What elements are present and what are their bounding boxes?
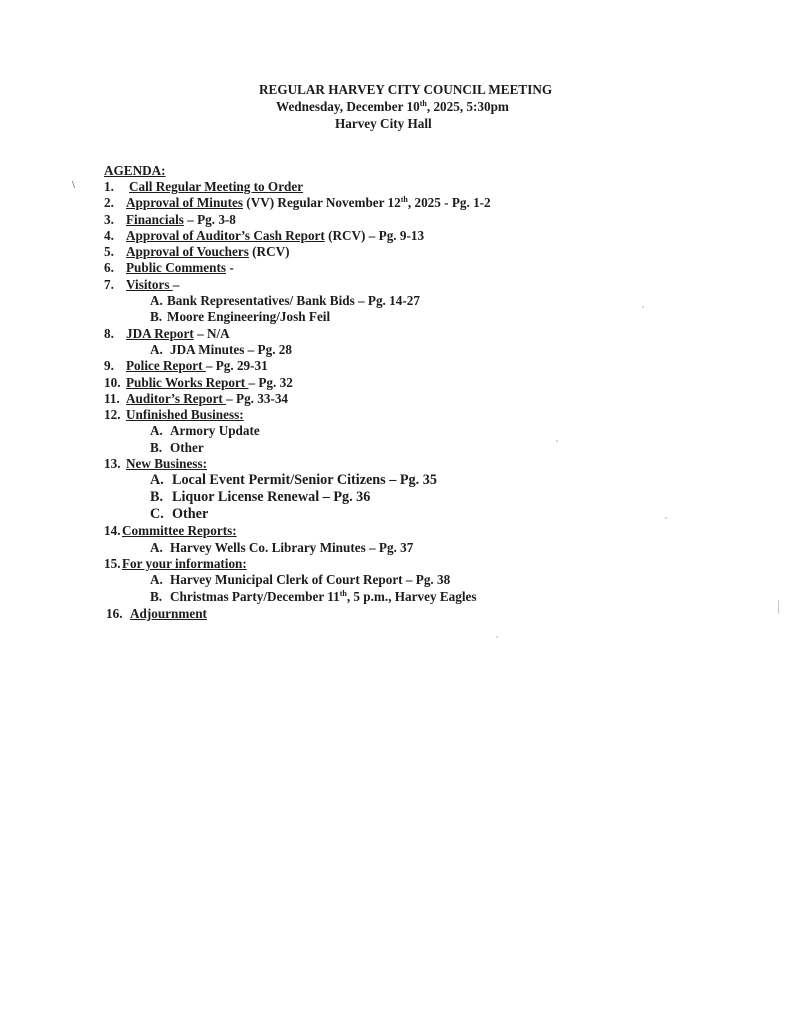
scan-speck (496, 636, 498, 638)
date-superscript: th (419, 99, 427, 108)
agenda-item-5 (104, 244, 290, 260)
agenda-item-8 (104, 325, 230, 342)
subitem-text: Moore Engineering/Josh Feil (167, 309, 331, 325)
scan-speck (642, 306, 644, 308)
agenda-item-13 (104, 456, 207, 472)
agenda-item-12 (104, 407, 244, 423)
item-number: 8. (104, 325, 114, 341)
item-label: Visitors (126, 276, 173, 292)
item-detail: (VV) Regular November 12 (243, 195, 401, 211)
item-detail: – Pg. 3-8 (183, 211, 236, 227)
subitem-text (170, 589, 476, 605)
agenda-item-15 (104, 555, 247, 572)
agenda-subitem-7b (104, 309, 331, 325)
item-label: Approval of Vouchers (126, 244, 249, 260)
agenda-subitem-8a (104, 341, 292, 358)
subitem-letter: B. (150, 489, 164, 506)
item-number: 9. (104, 358, 114, 374)
subitem-text: Bank Representatives/ Bank Bids – Pg. 14-27 (167, 293, 420, 309)
agenda-subitem-14a (104, 539, 414, 556)
item-label: New Business: (126, 456, 207, 472)
item-label: Public Comments (126, 260, 227, 276)
agenda-subitem-13c (104, 506, 209, 523)
agenda-subitem-13a (104, 472, 437, 489)
item-label: Auditor’s Report (126, 390, 227, 406)
subitem-letter: A. (150, 423, 163, 439)
item-number: 4. (104, 227, 114, 243)
item-label: Police Report (126, 358, 206, 374)
agenda-item-3 (104, 211, 236, 228)
margin-mark: \ (72, 179, 76, 191)
subitem-letter: A. (150, 539, 163, 555)
agenda-subitem-13b (104, 489, 371, 506)
meeting-location: Harvey City Hall (335, 116, 432, 131)
item-label: For your information: (122, 555, 247, 571)
agenda-item-6 (104, 260, 234, 276)
subitem-letter: C. (150, 506, 164, 523)
item-detail: (RCV) (248, 244, 290, 260)
item-number: 7. (104, 276, 114, 292)
item-label: Approval of Auditor’s Cash Report (126, 227, 325, 243)
agenda-item-1 (104, 179, 304, 195)
item-label: Approval of Minutes (126, 195, 243, 211)
item-number: 14. (104, 523, 121, 539)
item-label: Committee Reports: (122, 523, 237, 539)
item-detail: - (226, 260, 234, 276)
agenda-subitem-12a (104, 423, 260, 439)
agenda-item-16 (104, 605, 207, 622)
agenda-item-7 (104, 276, 180, 293)
agenda-heading: AGENDA: (104, 163, 166, 178)
item-detail: – Pg. 32 (248, 374, 293, 390)
subitem-text: Other (170, 439, 204, 455)
subitem-letter: A. (150, 293, 163, 309)
scan-speck (665, 517, 667, 519)
subitem-letter: A. (150, 572, 163, 588)
subitem-text: Other (172, 506, 209, 523)
date-text: Wednesday, December 10 (276, 99, 420, 114)
item-label: Adjournment (130, 605, 207, 621)
agenda-item-10 (104, 374, 293, 391)
agenda-subitem-12b (104, 439, 204, 456)
subitem-text: Armory Update (170, 423, 260, 439)
agenda-item-2 (104, 195, 491, 211)
item-number: 15. (104, 555, 121, 571)
agenda-list (104, 162, 491, 622)
subitem-superscript: th (339, 588, 347, 598)
item-number: 1. (104, 179, 114, 194)
item-number: 2. (104, 195, 114, 211)
subitem-letter: B. (150, 588, 163, 604)
date-time-text: , 2025, 5:30pm (426, 99, 509, 114)
scan-speck (556, 440, 558, 442)
meeting-title: REGULAR HARVEY CITY COUNCIL MEETING (259, 82, 553, 97)
item-number: 11. (104, 390, 120, 406)
item-detail: – Pg. 33-34 (226, 390, 289, 406)
agenda-item-4 (104, 227, 425, 244)
item-superscript: th (400, 195, 408, 205)
agenda-item-11 (104, 390, 289, 407)
item-label: Public Works Report (126, 374, 249, 390)
item-detail: – N/A (193, 325, 230, 341)
agenda-item-14 (104, 523, 237, 539)
item-label: Unfinished Business: (126, 407, 244, 423)
subitem-letter: B. (150, 309, 163, 325)
agenda-subitem-15b (104, 588, 477, 605)
item-detail: (RCV) – Pg. 9-13 (324, 227, 425, 243)
item-label: Call Regular Meeting to Order (129, 179, 304, 194)
scan-mark (778, 600, 779, 614)
agenda-item-9 (104, 358, 268, 374)
subitem-text-main: Christmas Party/December 11 (170, 588, 340, 604)
subitem-text: Local Event Permit/Senior Citizens – Pg. 35 (172, 472, 437, 489)
item-label: Financials (126, 211, 184, 227)
item-number: 13. (104, 456, 121, 472)
subitem-text: JDA Minutes – Pg. 28 (170, 341, 292, 357)
agenda-subitem-15a (104, 572, 451, 588)
item-detail: – Pg. 29-31 (205, 358, 268, 374)
item-detail: – (172, 276, 180, 292)
item-label: JDA Report (126, 325, 194, 341)
item-number: 12. (104, 407, 121, 423)
subitem-text: Harvey Wells Co. Library Minutes – Pg. 37 (170, 539, 414, 555)
subitem-text: Liquor License Renewal – Pg. 36 (172, 489, 371, 506)
item-number: 5. (104, 244, 114, 260)
item-number: 3. (104, 211, 114, 227)
item-number: 16. (106, 605, 123, 621)
subitem-text: Harvey Municipal Clerk of Court Report – Pg. 38 (170, 572, 451, 588)
item-page-ref: , 2025 - Pg. 1-2 (407, 195, 491, 211)
subitem-letter: A. (150, 341, 163, 357)
subitem-letter: B. (150, 439, 163, 455)
agenda-subitem-7a (104, 293, 420, 309)
item-number: 6. (104, 260, 114, 276)
meeting-date (276, 98, 509, 115)
subitem-letter: A. (150, 472, 164, 489)
item-number: 10. (104, 374, 121, 390)
subitem-text-rest: , 5 p.m., Harvey Eagles (346, 588, 477, 604)
